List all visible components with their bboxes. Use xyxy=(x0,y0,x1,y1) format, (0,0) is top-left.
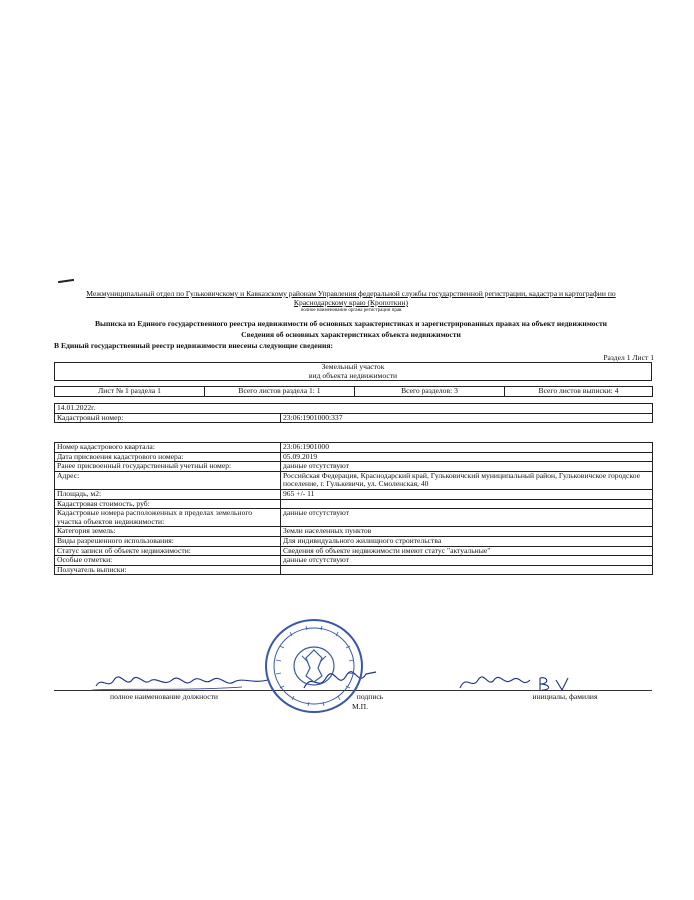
sheets-total: Всего листов выписки: 4 xyxy=(505,387,653,397)
cadastral-value: 23:06:1901000:337 xyxy=(281,413,653,423)
details-value: данные отсутствуют xyxy=(281,556,653,566)
position-caption: полное наименование должности xyxy=(110,692,218,701)
details-label: Особые отметки: xyxy=(55,556,281,566)
document-title: Выписка из Единого государственного реестра недвижимости об основных характеристиках и зарегистрированных правах на объект недвижимости xyxy=(94,319,608,328)
cadastral-table xyxy=(54,403,653,423)
details-label: Статус записи об объекте недвижимости: xyxy=(55,546,281,556)
sheets-table xyxy=(54,386,653,397)
details-label: Номер кадастрового квартала: xyxy=(55,443,281,453)
details-row xyxy=(55,489,653,499)
official-stamp xyxy=(262,616,366,716)
details-value: данные отсутствуют xyxy=(281,509,653,527)
details-label: Кадастровые номера расположенных в пределах земельного участка объектов недвижимости: xyxy=(55,509,281,527)
details-value: Российская Федерация, Краснодарский край, Гульковичский муниципальный район, Гульковичское городское поселение, г. Гулькевичи, ул. Смоленская, 40 xyxy=(281,471,653,489)
intro-text: В Единый государственный реестр недвижимости внесены следующие сведения: xyxy=(54,341,334,350)
sheet-number: Лист № 1 раздела 1 xyxy=(55,387,205,397)
details-row xyxy=(55,452,653,462)
details-value xyxy=(281,565,653,575)
details-value: данные отсутствуют xyxy=(281,462,653,472)
details-label: Категория земель: xyxy=(55,527,281,537)
details-table xyxy=(54,442,653,575)
sections-total: Всего разделов: 3 xyxy=(355,387,505,397)
sheets-in-section: Всего листов раздела 1: 1 xyxy=(205,387,355,397)
details-row xyxy=(55,546,653,556)
details-label: Получатель выписки: xyxy=(55,565,281,575)
details-label: Адрес: xyxy=(55,471,281,489)
details-row xyxy=(55,527,653,537)
pen-mark xyxy=(58,279,74,283)
details-value: 05.09.2019 xyxy=(281,452,653,462)
details-label: Площадь, м2: xyxy=(55,489,281,499)
details-value: Для индивидуального жилищного строительства xyxy=(281,536,653,546)
details-value: Земли населенных пунктов xyxy=(281,527,653,537)
details-value: 965 +/- 11 xyxy=(281,489,653,499)
details-row xyxy=(55,499,653,509)
details-row xyxy=(55,565,653,575)
details-value: 23:06:1901000 xyxy=(281,443,653,453)
authority-name: Межмуниципальный отдел по Гульковичскому и Кавказскому районам Управления федеральной службы государственной регистрации, кадастра и картографии по Краснодарскому краю (Кропоткин) xyxy=(86,289,616,307)
details-value xyxy=(281,499,653,509)
signature-caption: подпись xyxy=(356,692,384,701)
details-row xyxy=(55,536,653,546)
cadastral-label: Кадастровый номер: xyxy=(55,413,281,423)
position-handwriting xyxy=(92,672,232,692)
section-ref: Раздел 1 Лист 1 xyxy=(603,353,654,362)
details-row xyxy=(55,509,653,527)
details-value: Сведения об объекте недвижимости имеют статус "актуальные" xyxy=(281,546,653,556)
details-label: Ранее присвоенный государственный учетный номер: xyxy=(55,462,281,472)
extract-date: 14.01.2022г. xyxy=(55,404,653,414)
object-type-table xyxy=(54,362,652,381)
details-label: Виды разрешенного использования: xyxy=(55,536,281,546)
details-row xyxy=(55,443,653,453)
details-row xyxy=(55,462,653,472)
details-row xyxy=(55,556,653,566)
document-subtitle: Сведения об основных характеристиках объекта недвижимости xyxy=(241,330,461,339)
details-label: Дата присвоения кадастрового номера: xyxy=(55,452,281,462)
details-label: Кадастровая стоимость, руб: xyxy=(55,499,281,509)
details-row xyxy=(55,471,653,489)
object-type-caption: вид объекта недвижимости xyxy=(55,372,652,381)
object-type: Земельный участок xyxy=(55,363,652,372)
initials-caption: инициалы, фамилия xyxy=(532,692,598,701)
authority-caption: полное наименование органа регистрации прав xyxy=(300,308,402,313)
seal-caption: М.П. xyxy=(351,702,369,711)
